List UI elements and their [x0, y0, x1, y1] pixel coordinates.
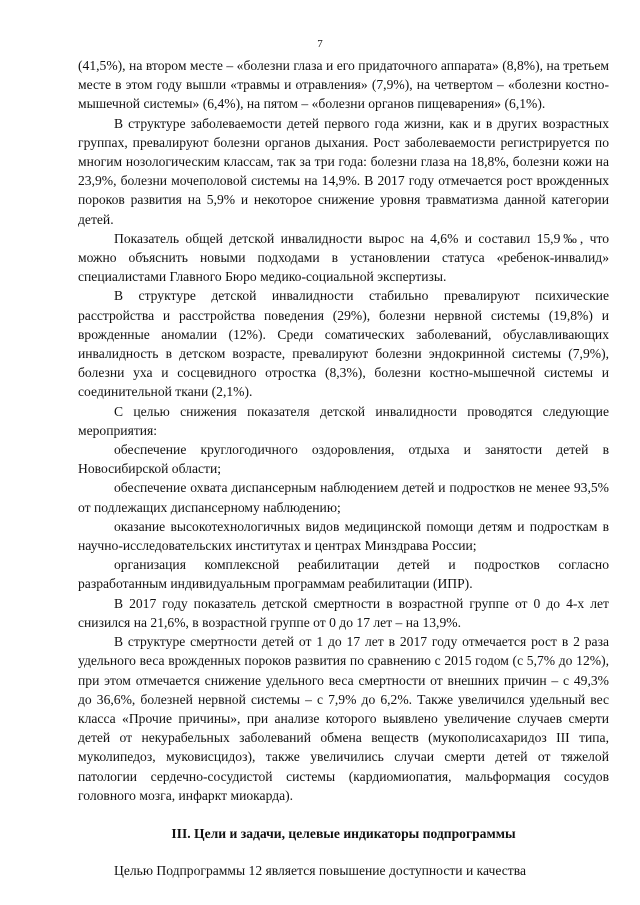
paragraph-subprogram-goal: Целью Подпрограммы 12 является повышение доступности и качества — [114, 863, 526, 879]
section-heading: III. Цели и задачи, целевые индикаторы подпрограммы — [171, 825, 516, 841]
page-number: 7 — [317, 38, 323, 50]
list-item-rehabilitation: организация комплексной реабилитации детей и подростков согласно разработанным индивидуальным программам реабилитации (ИПР). — [78, 557, 609, 592]
paragraph-infant-morbidity: В структуре заболеваемости детей первого года жизни, как и в других возрастных группах, превалируют болезни органов дыхания. Рост заболеваемости регистрируется по многим нозологическим классам, так за три года: болезни глаза на 18,8%, болезни кожи на 23,9%, болезни мочеполовой системы на 14,9%. В 2017 году отмечается рост врожденных пороков развития на 5,9% и некоторое снижение уровня травматизма данной категории детей. — [78, 115, 609, 227]
paragraph-measures-intro: С целью снижения показателя детской инвалидности проводятся следующие мероприятия: — [78, 403, 609, 438]
paragraph-disability-rate: Показатель общей детской инвалидности вырос на 4,6% и составил 15,9‰, что можно объяснить новыми подходами в установлении статуса «ребенок-инвалид» специалистами Главного Бюро медико-социальной экспертизы. — [78, 230, 609, 285]
paragraph-child-mortality: В 2017 году показатель детской смертности в возрастной группе от 0 до 4-х лет снизился на 21,6%, в возрастной группе от 0 до 17 лет – на 13,9%. — [78, 595, 609, 630]
paragraph-mortality-structure: В структуре смертности детей от 1 до 17 лет в 2017 году отмечается рост в 2 раза удельного веса врожденных пороков развития по сравнению с 2015 годом (с 5,7% до 12%), при этом отмечается снижение удельного веса смертности от внешних причин – с 49,3% до 36,6%, болезней нервной системы – с 7,9% до 6,2%. Также увеличился удельный вес класса «Прочие причины», при анализе которого выявлено увеличение случаев смерти детей от некурабельных заболеваний обмена веществ (мукополисахаридоз III типа, муколипедоз, муковисцидоз), также увеличились случаи смерти детей от тяжелой патологии сердечно-сосудистой системы (кардиомиопатия, мальформация сосудов головного мозга, инфаркт миокарда). — [78, 634, 609, 803]
paragraph-ranking-continuation: (41,5%), на втором месте – «болезни глаза и его придаточного аппарата» (8,8%), на третьем месте в этом году вышли «травмы и отравления» (7,9%), на четвертом – «болезни костно-мышечной системы» (6,4%), на пятом – «болезни органов пищеварения» (6,1%). — [78, 58, 609, 112]
paragraph-disability-structure: В структуре детской инвалидности стабильно превалируют психические расстройства и расстройства поведения (29%), болезни нервной системы (19,8%) и врожденные аномалии (12%). Среди соматических заболеваний, обуславливающих инвалидность в детском возрасте, превалируют болезни эндокринной системы (7,9%), болезни уха и сосцевидного отростка (8,3%), болезни костно-мышечной системы и соединительной ткани (2,1%). — [78, 288, 609, 400]
list-item-high-tech-care: оказание высокотехнологичных видов медицинской помощи детям и подросткам в научно-исследовательских институтах и центрах Минздрава России; — [78, 518, 609, 554]
list-item-dispensary: обеспечение охвата диспансерным наблюдением детей и подростков не менее 93,5% от подлежащих диспансерному наблюдению; — [78, 480, 609, 515]
list-item-recreation: обеспечение круглогодичного оздоровления, отдыха и занятости детей в Новосибирской области; — [78, 442, 609, 477]
document-body — [78, 56, 609, 880]
